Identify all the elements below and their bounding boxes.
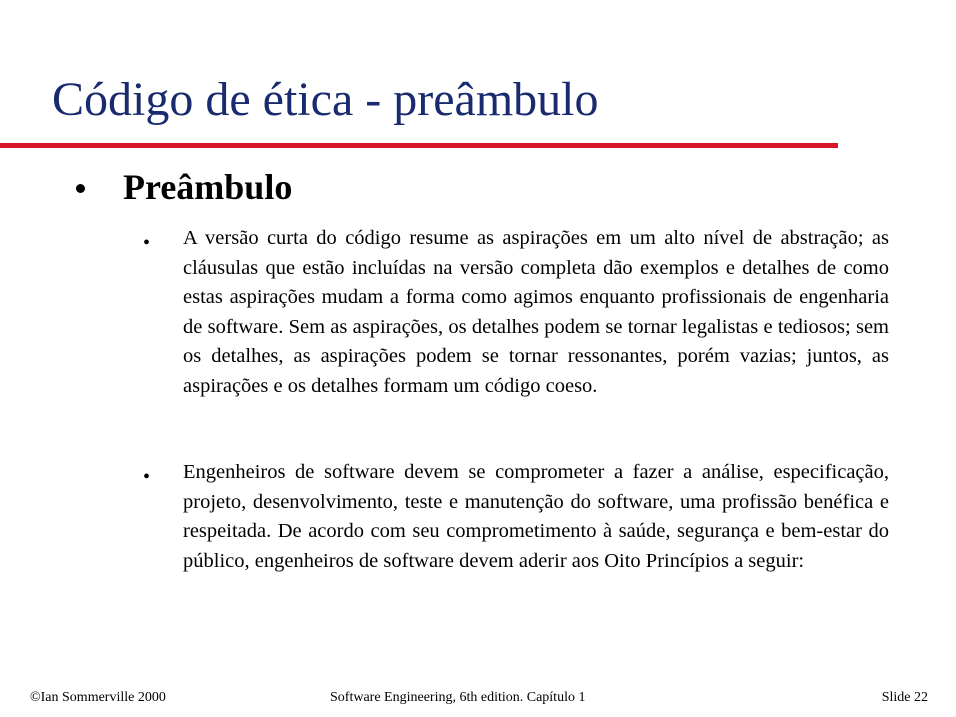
bullet-icon: • bbox=[143, 232, 151, 254]
level1-bullet-icon bbox=[76, 184, 85, 193]
bullet-paragraph-2: Engenheiros de software devem se comprometer a fazer a análise, especificação, projeto, desenvolvimento, teste e manutenção do software, uma profissão benéfica e respeitada. De acordo com seu comprometimento à saúde, segurança e bem-estar do público, engenheiros de software devem aderir aos Oito Princípios a seguir: bbox=[183, 461, 889, 572]
bullet-paragraph-1: A versão curta do código resume as aspirações em um alto nível de abstração; as cláusulas que estão incluídas na versão completa dão exemplos e detalhes de como estas aspirações mudam a forma como agimos enquanto profissionais de engenharia de software. Sem as aspirações, os detalhes podem se tornar legalistas e tediosos; sem os detalhes, as aspirações podem se tornar ressonantes, porém vazias; juntos, as aspirações e os detalhes formam um código coeso. bbox=[183, 227, 889, 397]
slide-title: Código de ética - preâmbulo bbox=[52, 73, 599, 126]
footer-slide-number: Slide 22 bbox=[881, 690, 928, 705]
footer-copyright: ©Ian Sommerville 2000 bbox=[30, 690, 166, 705]
section-heading: Preâmbulo bbox=[123, 167, 293, 207]
bullet-icon: • bbox=[143, 466, 151, 488]
title-underline bbox=[0, 143, 838, 148]
footer-book-title: Software Engineering, 6th edition. Capítulo 1 bbox=[330, 690, 586, 705]
